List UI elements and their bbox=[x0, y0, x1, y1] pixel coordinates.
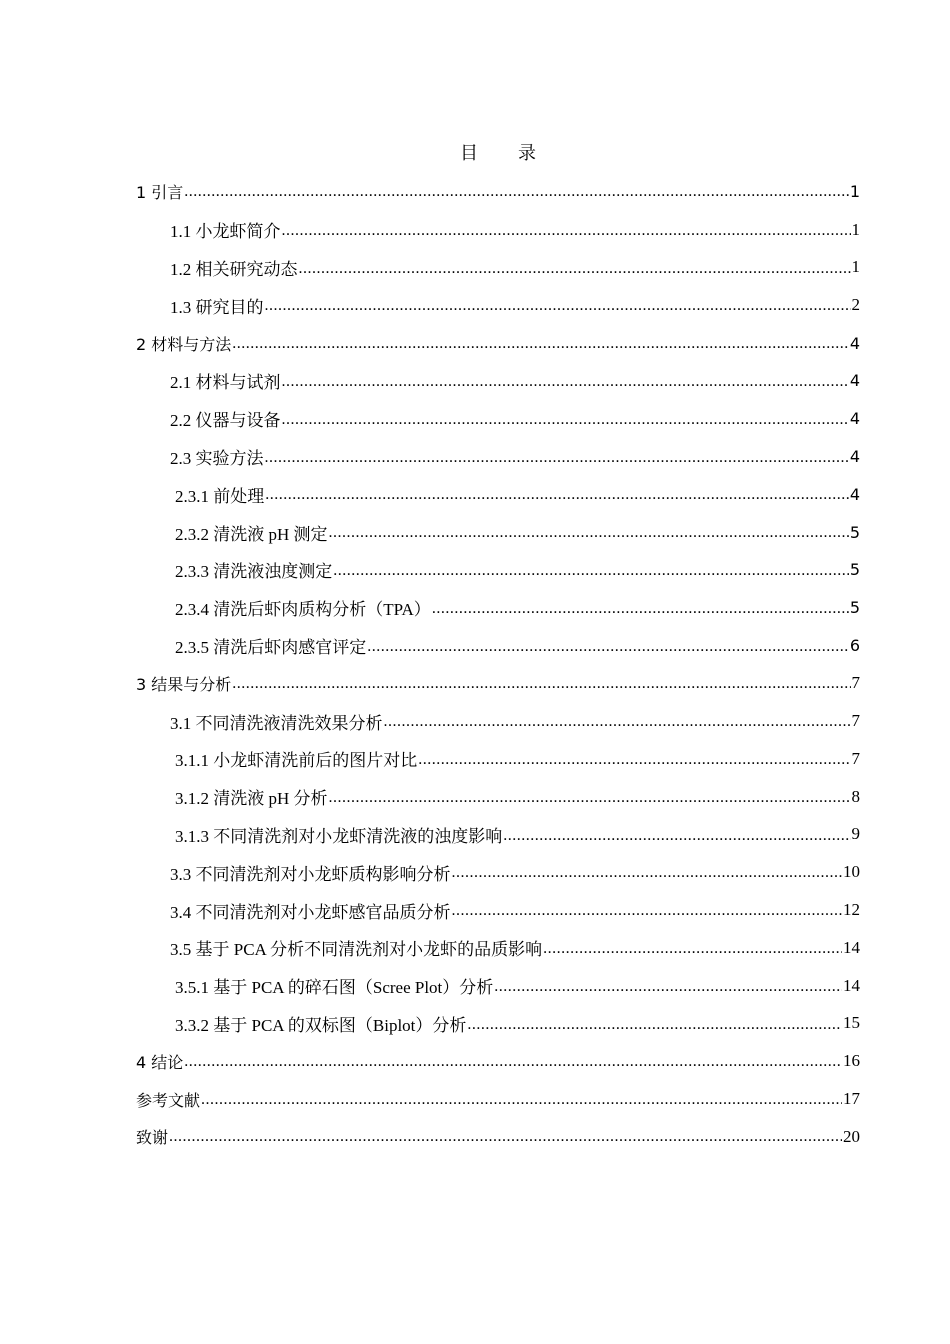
toc-entry[interactable] bbox=[136, 362, 860, 400]
toc-entry[interactable] bbox=[136, 1005, 860, 1043]
toc-entry-label: 致谢 bbox=[136, 1128, 169, 1148]
toc-entry[interactable] bbox=[136, 816, 860, 854]
dot-leader bbox=[169, 1127, 842, 1146]
toc-entry-label: 2.3.4 清洗后虾肉质构分析（TPA） bbox=[175, 600, 431, 620]
dot-leader bbox=[367, 635, 849, 655]
toc-entry[interactable] bbox=[136, 853, 860, 891]
toc-entry-page: 14 bbox=[843, 975, 860, 995]
toc-entry[interactable] bbox=[136, 1042, 860, 1080]
toc-entry-page: 10 bbox=[843, 862, 860, 882]
dot-leader bbox=[432, 597, 849, 617]
toc-entry-label: 2.3.3 清洗液浊度测定 bbox=[175, 562, 333, 582]
toc-entry-page: 5 bbox=[849, 560, 860, 580]
toc-entry[interactable] bbox=[136, 173, 860, 211]
toc-entry-label: 3 结果与分析 bbox=[136, 674, 232, 694]
toc-entry-page: 6 bbox=[849, 635, 860, 655]
toc-entry[interactable] bbox=[136, 400, 860, 438]
toc-entry-label: 1 引言 bbox=[136, 183, 184, 203]
table-of-contents bbox=[136, 173, 860, 1156]
toc-entry[interactable] bbox=[136, 589, 860, 627]
toc-entry-page: 4 bbox=[849, 409, 860, 429]
toc-entry-page: 12 bbox=[843, 900, 860, 920]
dot-leader bbox=[265, 484, 849, 504]
toc-entry-label: 3.1.3 不同清洗剂对小龙虾清洗液的浊度影响 bbox=[175, 826, 503, 846]
toc-entry-label: 1.3 研究目的 bbox=[170, 297, 264, 317]
dot-leader bbox=[384, 711, 851, 731]
toc-entry-label: 2.1 材料与试剂 bbox=[170, 373, 281, 393]
dot-leader bbox=[418, 749, 850, 769]
toc-entry-label: 3.1.1 小龙虾清洗前后的图片对比 bbox=[175, 751, 418, 771]
toc-entry-label: 3.3 不同清洗剂对小龙虾质构影响分析 bbox=[170, 864, 451, 884]
toc-entry-page: 7 bbox=[851, 748, 860, 768]
dot-leader bbox=[329, 522, 849, 542]
toc-entry-label: 参考文献 bbox=[136, 1090, 201, 1110]
toc-entry[interactable] bbox=[136, 929, 860, 967]
toc-entry-label: 4 结论 bbox=[136, 1052, 184, 1072]
toc-entry-page: 4 bbox=[849, 333, 860, 353]
toc-entry[interactable] bbox=[136, 1118, 860, 1156]
toc-entry[interactable] bbox=[136, 475, 860, 513]
toc-entry[interactable] bbox=[136, 551, 860, 589]
dot-leader bbox=[265, 295, 851, 315]
dot-leader bbox=[467, 1013, 842, 1033]
toc-entry-page: 14 bbox=[843, 937, 860, 957]
toc-entry-label: 3.3.2 基于 PCA 的双标图（Biplot）分析 bbox=[175, 1015, 467, 1035]
toc-entry[interactable] bbox=[136, 513, 860, 551]
toc-entry-page: 7 bbox=[851, 711, 860, 731]
dot-leader bbox=[232, 333, 849, 352]
dot-leader bbox=[232, 674, 850, 693]
toc-entry-label: 2.3.2 清洗液 pH 测定 bbox=[175, 524, 328, 544]
toc-entry-label: 2.3.1 前处理 bbox=[175, 486, 265, 506]
toc-entry-page: 8 bbox=[851, 786, 860, 806]
dot-leader bbox=[282, 408, 849, 428]
toc-entry-label: 3.4 不同清洗剂对小龙虾感官品质分析 bbox=[170, 902, 451, 922]
toc-entry-page: 7 bbox=[851, 673, 860, 693]
toc-entry-label: 3.1 不同清洗液清洗效果分析 bbox=[170, 713, 383, 733]
dot-leader bbox=[184, 1052, 842, 1071]
toc-entry-page: 16 bbox=[843, 1051, 860, 1071]
dot-leader bbox=[503, 824, 850, 844]
toc-entry-page: 17 bbox=[843, 1089, 860, 1109]
toc-entry[interactable] bbox=[136, 664, 860, 702]
toc-entry[interactable] bbox=[136, 891, 860, 929]
toc-entry-label: 3.5.1 基于 PCA 的碎石图（Scree Plot）分析 bbox=[175, 978, 494, 998]
dot-leader bbox=[265, 446, 849, 466]
dot-leader bbox=[282, 371, 849, 391]
toc-entry[interactable] bbox=[136, 627, 860, 665]
toc-entry-page: 9 bbox=[851, 824, 860, 844]
dot-leader bbox=[333, 560, 849, 580]
toc-entry-label: 2.3 实验方法 bbox=[170, 448, 264, 468]
toc-entry-label: 2.2 仪器与设备 bbox=[170, 411, 281, 431]
toc-entry-label: 3.5 基于 PCA 分析不同清洗剂对小龙虾的品质影响 bbox=[170, 940, 543, 960]
toc-entry-page: 5 bbox=[849, 522, 860, 542]
toc-entry-label: 1.2 相关研究动态 bbox=[170, 259, 298, 279]
toc-entry-label: 1.1 小龙虾简介 bbox=[170, 222, 281, 242]
toc-entry-page: 1 bbox=[851, 257, 860, 277]
dot-leader bbox=[282, 220, 851, 240]
toc-entry-page: 1 bbox=[849, 182, 860, 202]
toc-entry[interactable] bbox=[136, 286, 860, 324]
dot-leader bbox=[299, 257, 851, 277]
toc-entry-page: 4 bbox=[849, 371, 860, 391]
dot-leader bbox=[543, 938, 842, 958]
toc-entry-page: 4 bbox=[849, 446, 860, 466]
dot-leader bbox=[184, 182, 849, 201]
toc-entry-page: 1 bbox=[851, 219, 860, 239]
dot-leader bbox=[201, 1089, 842, 1108]
toc-entry-page: 20 bbox=[843, 1126, 860, 1146]
toc-entry[interactable] bbox=[136, 778, 860, 816]
dot-leader bbox=[452, 862, 843, 882]
dot-leader bbox=[494, 975, 842, 995]
toc-entry[interactable] bbox=[136, 740, 860, 778]
toc-entry[interactable] bbox=[136, 249, 860, 287]
dot-leader bbox=[452, 900, 843, 920]
toc-entry[interactable] bbox=[136, 324, 860, 362]
toc-entry[interactable] bbox=[136, 967, 860, 1005]
toc-entry-label: 2.3.5 清洗后虾肉感官评定 bbox=[175, 637, 367, 657]
toc-entry-page: 4 bbox=[849, 484, 860, 504]
dot-leader bbox=[329, 786, 851, 806]
toc-title-char-2: 录 bbox=[518, 143, 536, 164]
toc-title-char-1: 目 bbox=[460, 143, 478, 164]
toc-entry[interactable] bbox=[136, 1080, 860, 1118]
toc-entry-label: 2 材料与方法 bbox=[136, 334, 232, 354]
toc-entry-label: 3.1.2 清洗液 pH 分析 bbox=[175, 789, 328, 809]
toc-entry-page: 15 bbox=[843, 1013, 860, 1033]
toc-entry[interactable] bbox=[136, 438, 860, 476]
toc-entry-page: 5 bbox=[849, 598, 860, 618]
toc-entry[interactable] bbox=[136, 702, 860, 740]
toc-title bbox=[0, 139, 950, 165]
toc-entry-page: 2 bbox=[851, 295, 860, 315]
toc-entry[interactable] bbox=[136, 211, 860, 249]
